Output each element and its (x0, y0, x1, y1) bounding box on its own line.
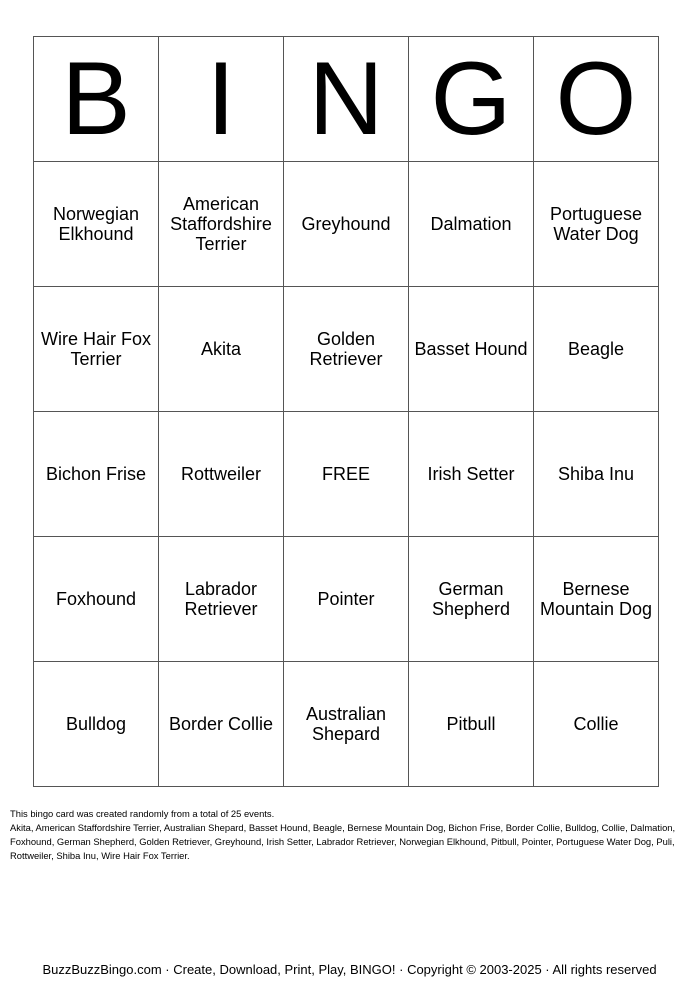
cell-label: Bulldog (65, 714, 127, 734)
bingo-cell (409, 287, 534, 412)
bingo-cell (534, 287, 659, 412)
card-row (34, 662, 659, 787)
cell-label: Portuguese Water Dog (549, 204, 643, 244)
bingo-cell (284, 537, 409, 662)
bingo-cell (159, 662, 284, 787)
cell-label: American Staffordshire Terrier (170, 194, 272, 254)
header-letter-n: N (284, 37, 409, 162)
cell-label: Border Collie (168, 714, 274, 734)
cell-label: Labrador Retriever (184, 579, 258, 619)
bingo-cell (34, 412, 159, 537)
bingo-cell (409, 162, 534, 287)
bingo-cell (409, 662, 534, 787)
free-space-label: FREE (321, 464, 370, 484)
bingo-cell (284, 162, 409, 287)
free-space-cell (284, 412, 409, 537)
cell-label: Rottweiler (180, 464, 262, 484)
header-row (34, 37, 659, 162)
bingo-card (33, 36, 659, 787)
note-summary: This bingo card was created randomly from a total of 25 events. (10, 808, 275, 819)
cell-label: Irish Setter (427, 464, 515, 484)
cell-label: Dalmation (430, 214, 512, 234)
bingo-cell (34, 537, 159, 662)
cell-label: Collie (573, 714, 619, 734)
cell-label: Greyhound (301, 214, 391, 234)
bingo-cell (534, 412, 659, 537)
bingo-cell (34, 162, 159, 287)
cell-label: Pointer (317, 589, 375, 609)
cell-label: Australian Shepard (305, 704, 387, 744)
bingo-cell (409, 537, 534, 662)
cell-label: Basset Hound (414, 339, 528, 359)
footer-copyright: · Create, Download, Print, Play, BINGO! · Copyright © 2003-2025 · All rights reserved (161, 962, 657, 977)
cell-label: Bichon Frise (45, 464, 147, 484)
bingo-cell (34, 287, 159, 412)
cell-label: Pitbull (446, 714, 496, 734)
note-event-list: Akita, American Staffordshire Terrier, Australian Shepard, Basset Hound, Beagle, Bernese Mountain Dog, Bichon Frise, Border Collie, Bulldog, Collie, Dalmation, Foxhound, German Shepherd, Golden Retriever, Greyhound, Irish Setter, Labrador Retriever, Norwegian Elkhound, Pitbull, Pointer, Portuguese Water Dog, Puli, Rottweiler, Shiba Inu, Wire Hair Fox Terrier. (10, 822, 676, 861)
cell-label: Akita (200, 339, 242, 359)
header-letter-g: G (409, 37, 534, 162)
cell-label: Shiba Inu (557, 464, 635, 484)
card-info-note (10, 807, 690, 863)
site-link[interactable]: BuzzBuzzBingo.com (42, 962, 162, 977)
page-footer (0, 962, 699, 978)
bingo-cell (534, 162, 659, 287)
bingo-cell (284, 662, 409, 787)
cell-label: Golden Retriever (309, 329, 383, 369)
card-row (34, 287, 659, 412)
cell-label: Beagle (567, 339, 625, 359)
header-letter-o: O (534, 37, 659, 162)
cell-label: Bernese Mountain Dog (539, 579, 653, 619)
header-letter-i: I (159, 37, 284, 162)
bingo-cell (534, 662, 659, 787)
header-letter-b: B (34, 37, 159, 162)
cell-label: Norwegian Elkhound (52, 204, 140, 244)
bingo-cell (159, 537, 284, 662)
cell-label: German Shepherd (431, 579, 511, 619)
cell-label: Wire Hair Fox Terrier (40, 329, 151, 369)
bingo-cell (409, 412, 534, 537)
bingo-cell (34, 662, 159, 787)
card-row (34, 537, 659, 662)
bingo-cell (284, 287, 409, 412)
bingo-cell (159, 162, 284, 287)
bingo-cell (159, 412, 284, 537)
card-row (34, 162, 659, 287)
bingo-cell (159, 287, 284, 412)
card-row (34, 412, 659, 537)
cell-label: Foxhound (55, 589, 137, 609)
bingo-cell (534, 537, 659, 662)
